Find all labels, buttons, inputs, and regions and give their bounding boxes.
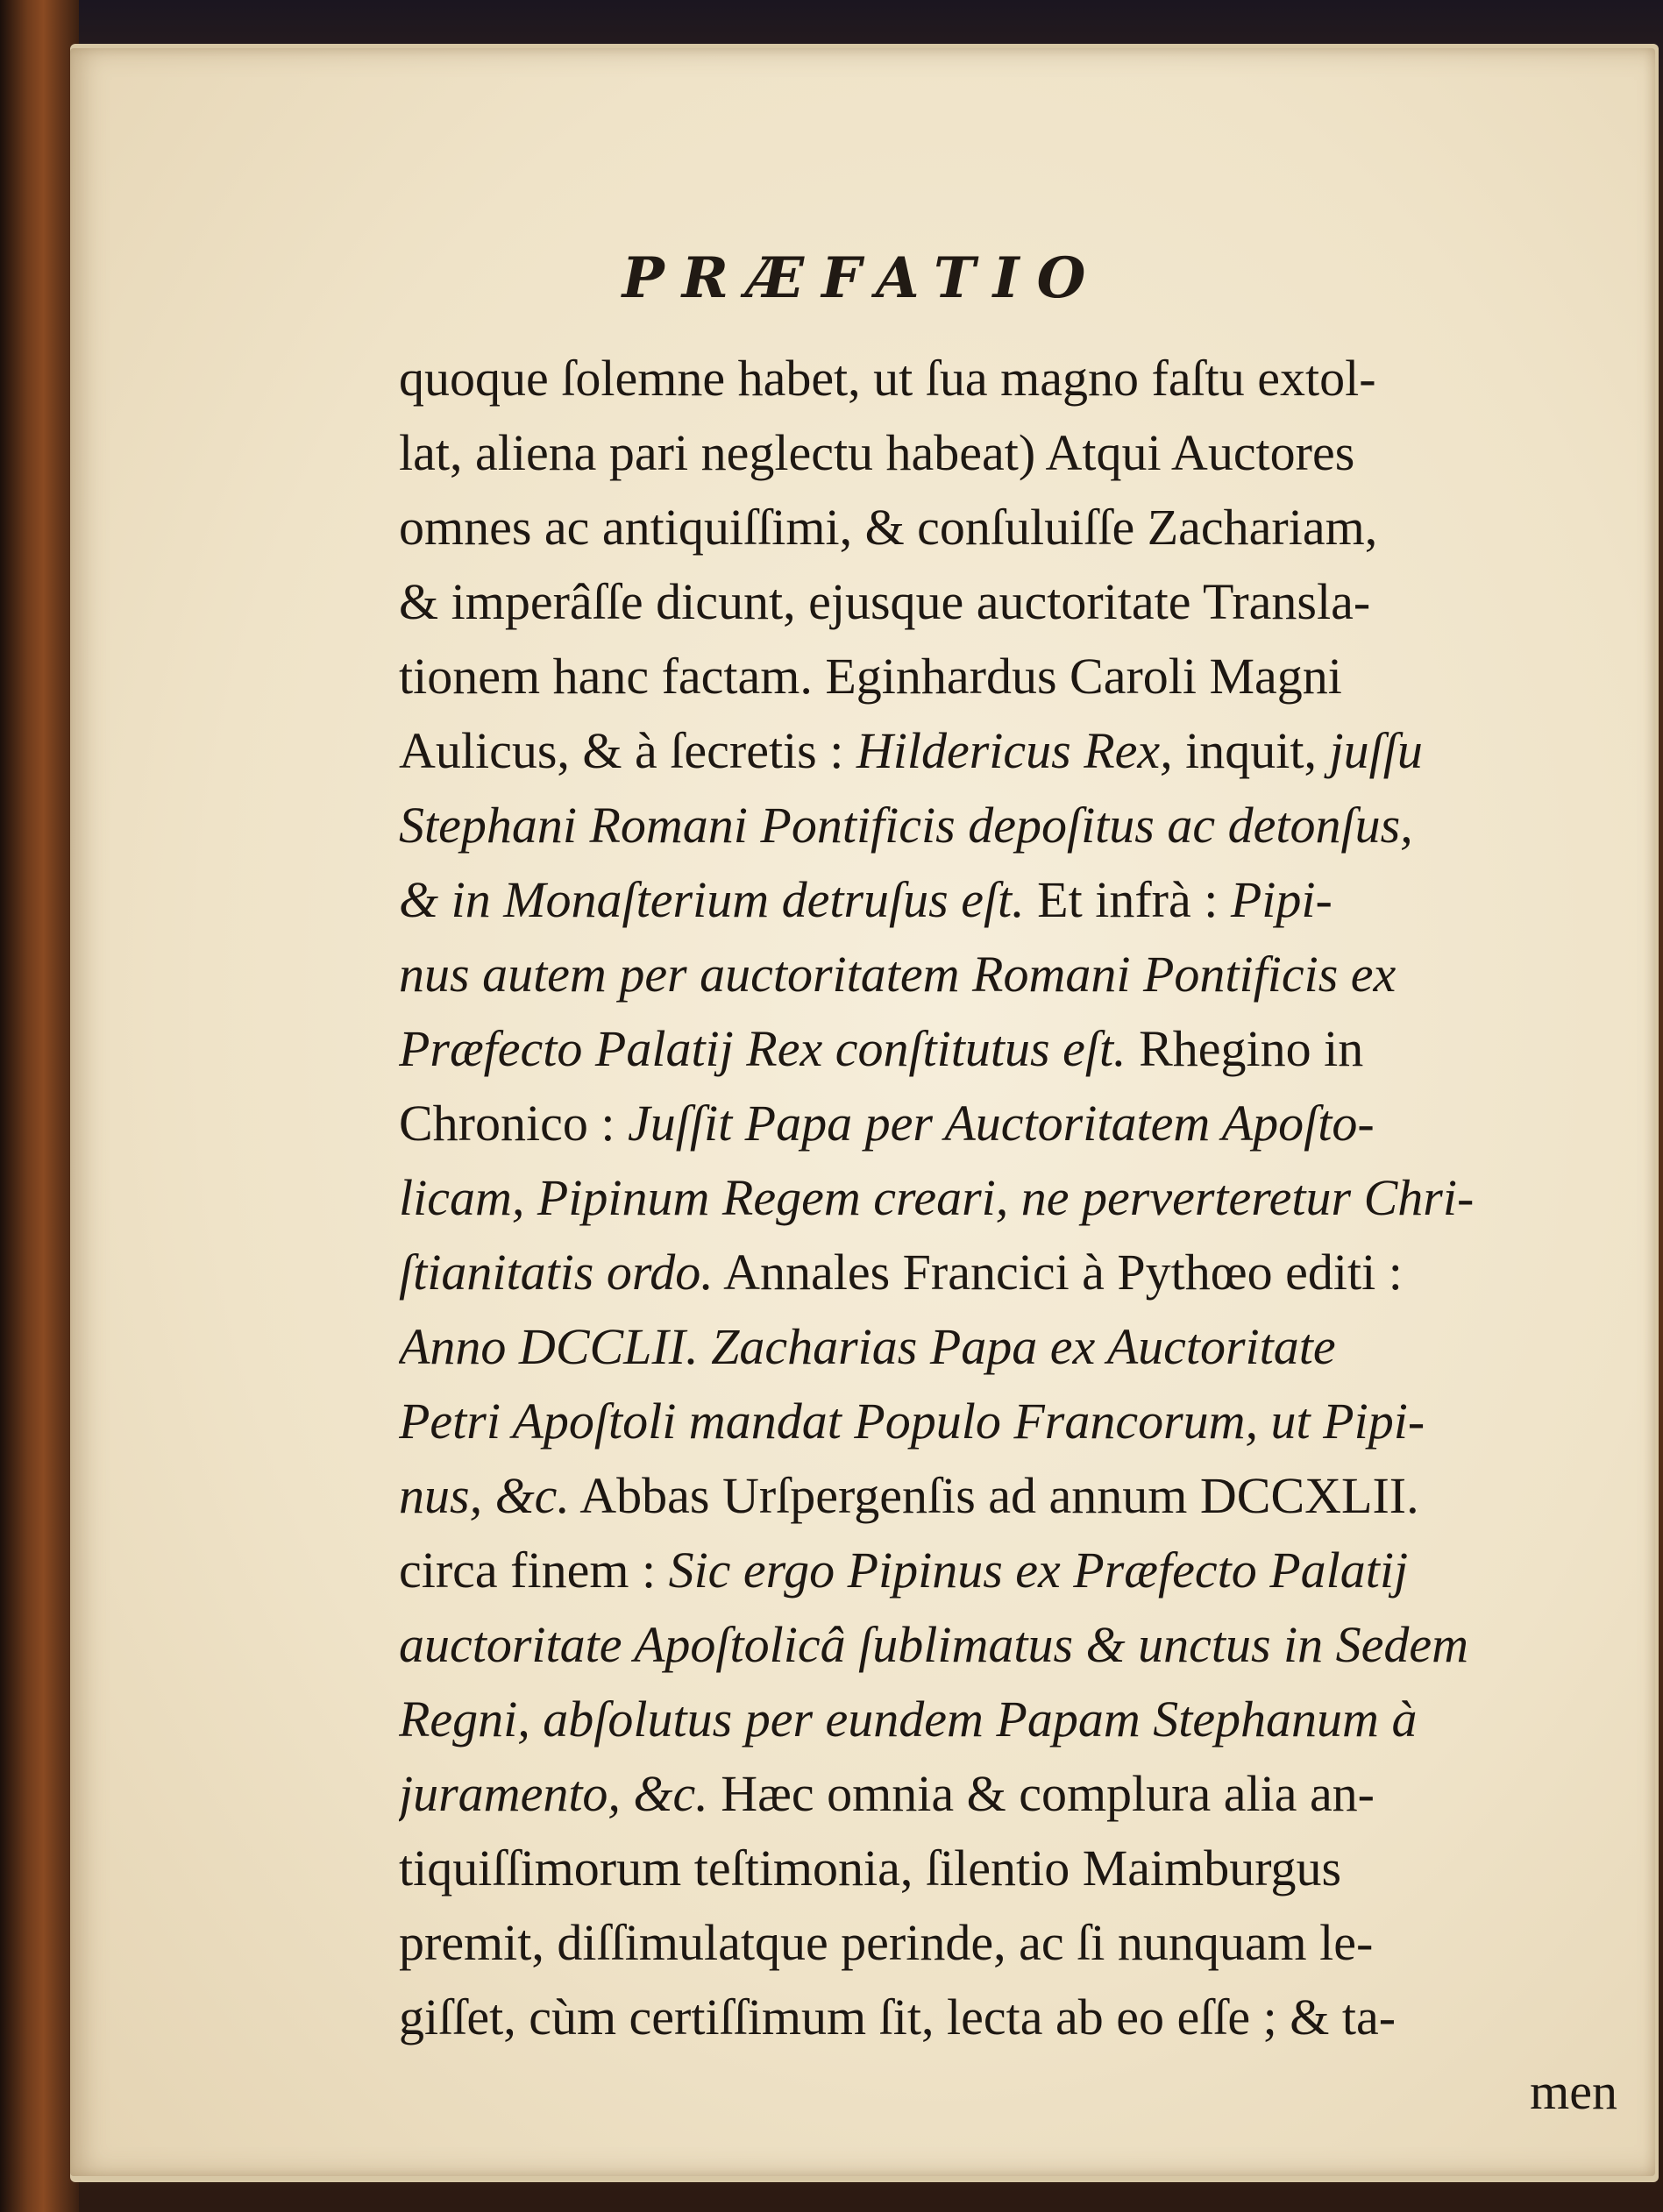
italic-quote-segment: Pipi-	[1230, 871, 1333, 928]
italic-quote-segment: Petri Apoſtoli mandat Populo Francorum, ut Pipi-	[399, 1393, 1425, 1450]
text-segment: Hæc omnia & complura alia an-	[707, 1765, 1375, 1822]
text-segment: inquit,	[1172, 722, 1330, 779]
text-segment: circa finem :	[399, 1542, 669, 1599]
text-segment: lat, aliena pari neglectu habeat) Atqui Auctores	[399, 424, 1355, 481]
italic-quote-segment: licam, Pipinum Regem creari, ne perverteretur Chri-	[399, 1169, 1475, 1226]
text-segment: Annales Francici à Pythœo editi :	[713, 1244, 1403, 1301]
italic-quote-segment: Stephani Romani Pontificis depoſitus ac detonſus,	[399, 797, 1413, 854]
text-line	[399, 1980, 1617, 2054]
italic-quote-segment: auctoritate Apoſtolicâ ſublimatus & unctus in Sedem	[399, 1616, 1469, 1673]
text-segment: quoque ſolemne habet, ut ſua magno faſtu extol-	[399, 350, 1376, 407]
text-line	[399, 788, 1617, 862]
italic-quote-segment: & in Monaſterium detruſus eſt.	[399, 871, 1025, 928]
text-line	[399, 1384, 1617, 1458]
italic-quote-segment: nus autem per auctoritatem Romani Pontificis ex	[399, 946, 1396, 1003]
text-line	[399, 2054, 1617, 2129]
text-line	[399, 1831, 1617, 1905]
text-line	[399, 713, 1617, 788]
text-segment: & imperâſſe dicunt, ejusque auctoritate Transla-	[399, 573, 1371, 630]
italic-quote-segment: juramento, &c.	[399, 1765, 708, 1822]
text-line	[399, 564, 1617, 639]
text-line	[399, 937, 1617, 1011]
text-line	[399, 1682, 1617, 1756]
text-line	[399, 1756, 1617, 1831]
italic-quote-segment: juſſu	[1329, 722, 1423, 779]
text-line	[399, 1235, 1617, 1309]
italic-quote-segment: ſtianitatis ordo.	[399, 1244, 714, 1301]
text-line	[399, 1160, 1617, 1235]
text-line	[399, 1905, 1617, 1980]
text-segment: Aulicus, & à ſecretis :	[399, 722, 856, 779]
book-spine	[0, 0, 79, 2212]
text-segment: Rhegino in	[1126, 1020, 1364, 1077]
text-line	[399, 1086, 1617, 1160]
text-segment: giſſet, cùm certiſſimum ſit, lecta ab eo eſſe ; & ta-	[399, 1989, 1396, 2045]
text-line	[399, 862, 1617, 937]
book-page	[70, 48, 1655, 2176]
text-line	[399, 490, 1617, 564]
text-line	[399, 1011, 1617, 1086]
italic-quote-segment: Regni, abſolutus per eundem Papam Stephanum à	[399, 1691, 1418, 1748]
italic-quote-segment: Sic ergo Pipinus ex Præfecto Palatij	[668, 1542, 1409, 1599]
text-segment: Chronico :	[399, 1095, 628, 1152]
text-line	[399, 1607, 1617, 1682]
text-line	[399, 1533, 1617, 1607]
text-line	[399, 415, 1617, 490]
italic-quote-segment: Hildericus Rex,	[856, 722, 1173, 779]
text-line	[399, 341, 1617, 415]
text-segment: premit, diſſimulatque perinde, ac ſi nunquam le-	[399, 1914, 1374, 1971]
italic-quote-segment: Præfecto Palatij Rex conſtitutus eſt.	[399, 1020, 1126, 1077]
text-segment: Abbas Urſpergenſis ad annum DCCXLII.	[569, 1467, 1419, 1524]
text-segment: tiquiſſimorum teſtimonia, ſilentio Maimburgus	[399, 1840, 1342, 1897]
text-segment: omnes ac antiquiſſimi, & conſuluiſſe Zachariam,	[399, 499, 1378, 556]
text-segment: Et infrà :	[1024, 871, 1231, 928]
running-header: PRÆFATIO	[622, 245, 1104, 311]
text-line	[399, 1458, 1617, 1533]
text-line	[399, 1309, 1617, 1384]
italic-quote-segment: nus, &c.	[399, 1467, 570, 1524]
text-segment: men	[1530, 2063, 1617, 2120]
italic-quote-segment: Juſſit Papa per Auctoritatem Apoſto-	[627, 1095, 1375, 1152]
text-segment: tionem hanc factam. Eginhardus Caroli Magni	[399, 648, 1342, 705]
italic-quote-segment: Anno DCCLII. Zacharias Papa ex Auctoritate	[399, 1318, 1336, 1375]
body-text	[399, 341, 1617, 2129]
text-line	[399, 639, 1617, 713]
